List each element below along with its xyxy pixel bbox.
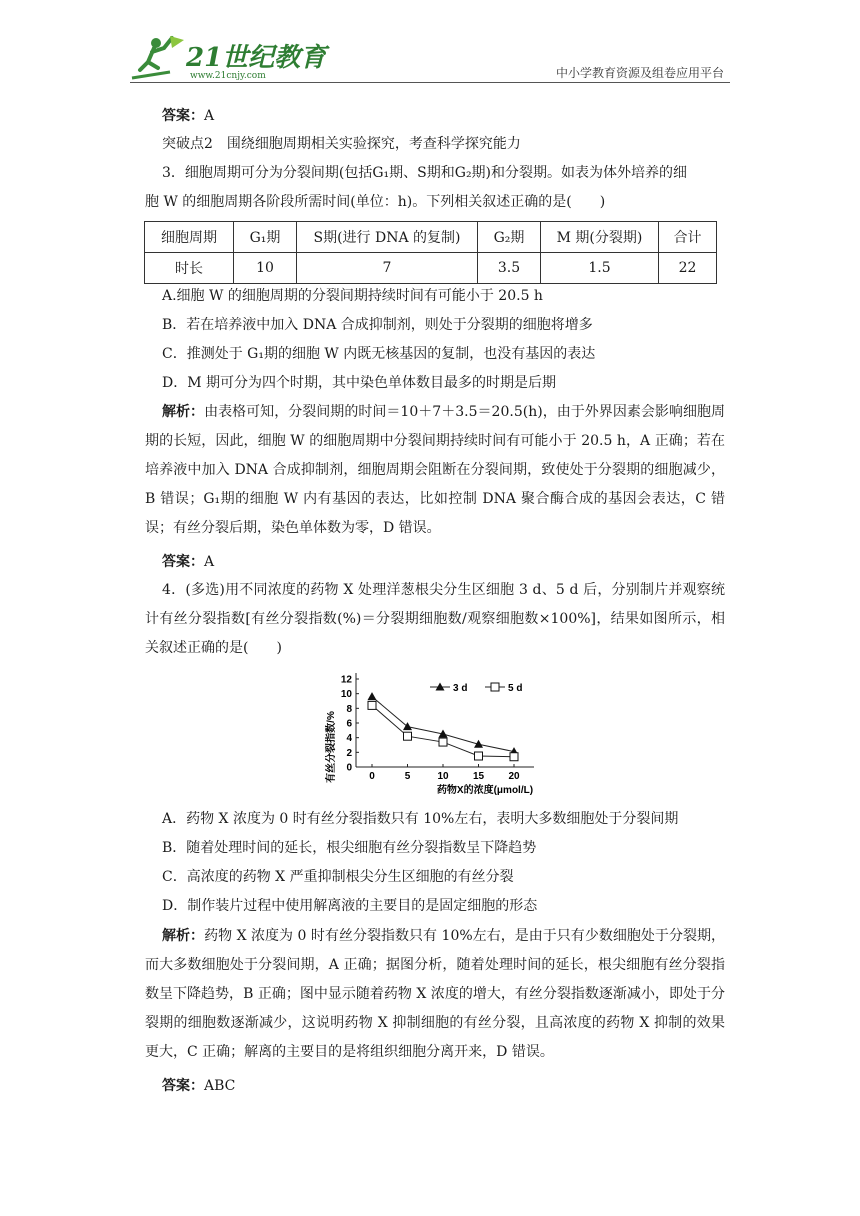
q4-answer [162, 1076, 235, 1096]
answer-value: A [204, 554, 215, 570]
answer-label: 答案： [162, 1078, 204, 1094]
table-header-cell: S期(进行 DNA 的复制) [297, 222, 478, 253]
data-point-5d [404, 732, 412, 740]
prev-answer [162, 106, 214, 126]
table-header-cell: 合计 [659, 222, 717, 253]
table-cell: 3.5 [478, 253, 541, 284]
header-divider [130, 82, 730, 83]
table-cell: 22 [659, 253, 717, 284]
table-header-cell: 细胞周期 [145, 222, 234, 253]
page-header [130, 34, 730, 84]
table-cell: 时长 [145, 253, 234, 284]
x-tick-label: 0 [369, 771, 375, 782]
table-header-cell: M 期(分裂期) [541, 222, 659, 253]
analysis-label: 解析： [162, 928, 205, 944]
cell-cycle-table [144, 221, 717, 284]
q3-stem-line2: 胞 W 的细胞周期各阶段所需时间(单位：h)。下列相关叙述正确的是( ) [145, 194, 606, 210]
logo-text: 21世纪教育 [186, 43, 327, 73]
data-point-5d [475, 752, 483, 760]
table-cell: 1.5 [541, 253, 659, 284]
answer-value: ABC [204, 1078, 236, 1094]
y-tick-label: 0 [346, 762, 352, 774]
table-header-row [145, 222, 717, 253]
section-title: 突破点2 围绕细胞周期相关实验探究，考查科学探究能力 [162, 136, 521, 152]
q4-option-d: D．制作装片过程中使用解离液的主要目的是固定细胞的形态 [162, 898, 538, 914]
mitotic-index-chart [320, 665, 550, 800]
analysis-text: 由表格可知，分裂间期的时间＝10＋7＋3.5＝20.5(h)，由于外界因素会影响细胞周期的长短，因此，细胞 W 的细胞周期中分裂间期持续时间有可能小于 20.5 h，A 正确；若在培养液中加入 DNA 合成抑制剂，细胞周期会阻断在分裂间期，致使处于分裂期的细胞减少，B 错误；G₁期的细胞 W 内有基因的表达，比如控制 DNA 聚合酶合成的基因会表达，C 错误；有丝分裂后期，染色单体数为零，D 错误。 [145, 404, 725, 536]
y-tick-label: 10 [340, 689, 352, 701]
analysis-text: 药物 X 浓度为 0 时有丝分裂指数只有 10%左右，是由于只有少数细胞处于分裂期，而大多数细胞处于分裂间期，A 正确；据图分析，随着处理时间的延长，根尖细胞有丝分裂指数呈下降趋势，B 正确；图中显示随着药物 X 浓度的增大，有丝分裂指数逐渐减小，即处于分裂期的细胞数逐渐减少，这说明药物 X 抑制细胞的有丝分裂，且高浓度的药物 X 抑制的效果更大，C 正确；解离的主要目的是将组织细胞分离开来，D 错误。 [145, 928, 725, 1060]
q4-option-a: A．药物 X 浓度为 0 时有丝分裂指数只有 10%左右，表明大多数细胞处于分裂间期 [162, 811, 679, 827]
data-point-5d [368, 701, 376, 709]
logo-url: www.21cnjy.com [190, 71, 266, 81]
y-tick-label: 6 [346, 718, 352, 730]
q3-stem-line1: 3．细胞周期可分为分裂间期(包括G₁期、S期和G₂期)和分裂期。如表为体外培养的细 [162, 165, 688, 181]
q3-answer [162, 552, 214, 572]
table-header-cell: G₂期 [478, 222, 541, 253]
x-tick-label: 5 [404, 771, 411, 782]
table-row [145, 253, 717, 284]
chart-xlabel: 药物X的浓度(μmol/L) [436, 785, 534, 796]
x-tick-label: 20 [508, 771, 520, 782]
answer-label: 答案： [162, 554, 204, 570]
y-tick-label: 4 [346, 733, 352, 745]
q4-option-b: B．随着处理时间的延长，根尖细胞有丝分裂指数呈下降趋势 [162, 840, 537, 856]
q3-option-c: C．推测处于 G₁期的细胞 W 内既无核基因的复制，也没有基因的表达 [162, 346, 596, 362]
q4-stem: 4．(多选)用不同浓度的药物 X 处理洋葱根尖分生区细胞 3 d、5 d 后，分别制片并观察统计有丝分裂指数[有丝分裂指数(%)＝分裂期细胞数/观察细胞数×100%]，结果如图所示，相关叙述正确的是( ) [145, 582, 725, 656]
q4-option-c: C．高浓度的药物 X 严重抑制根尖分生区细胞的有丝分裂 [162, 869, 514, 885]
logo [130, 34, 327, 81]
q3-option-a: A.细胞 W 的细胞周期的分裂间期持续时间有可能小于 20.5 h [162, 288, 543, 304]
answer-label: 答案： [162, 108, 204, 124]
q3-option-b: B．若在培养液中加入 DNA 合成抑制剂，则处于分裂期的细胞将增多 [162, 317, 593, 333]
data-point-5d [439, 738, 447, 746]
table-header-cell: G₁期 [234, 222, 297, 253]
data-point-3d [368, 692, 377, 700]
platform-name: 中小学教育资源及组卷应用平台 [555, 66, 724, 80]
legend-marker-5d [491, 683, 499, 691]
y-tick-label: 8 [346, 703, 352, 715]
analysis-label: 解析： [162, 404, 205, 420]
q3-option-d: D．M 期可分为四个时期，其中染色单体数目最多的时期是后期 [162, 375, 557, 391]
table-cell: 10 [234, 253, 297, 284]
legend-label-5d: 5 d [508, 683, 523, 694]
chart-ylabel: 有丝分裂指数/% [326, 711, 337, 783]
q4-analysis [145, 922, 725, 1067]
legend-label-3d: 3 d [453, 683, 468, 694]
y-tick-label: 12 [340, 674, 352, 686]
x-tick-label: 10 [437, 771, 449, 782]
q3-analysis [145, 398, 725, 543]
y-tick-label: 2 [346, 747, 352, 759]
table-cell: 7 [297, 253, 478, 284]
data-point-5d [510, 753, 518, 761]
x-tick-label: 15 [472, 771, 485, 782]
answer-value: A [204, 108, 215, 124]
